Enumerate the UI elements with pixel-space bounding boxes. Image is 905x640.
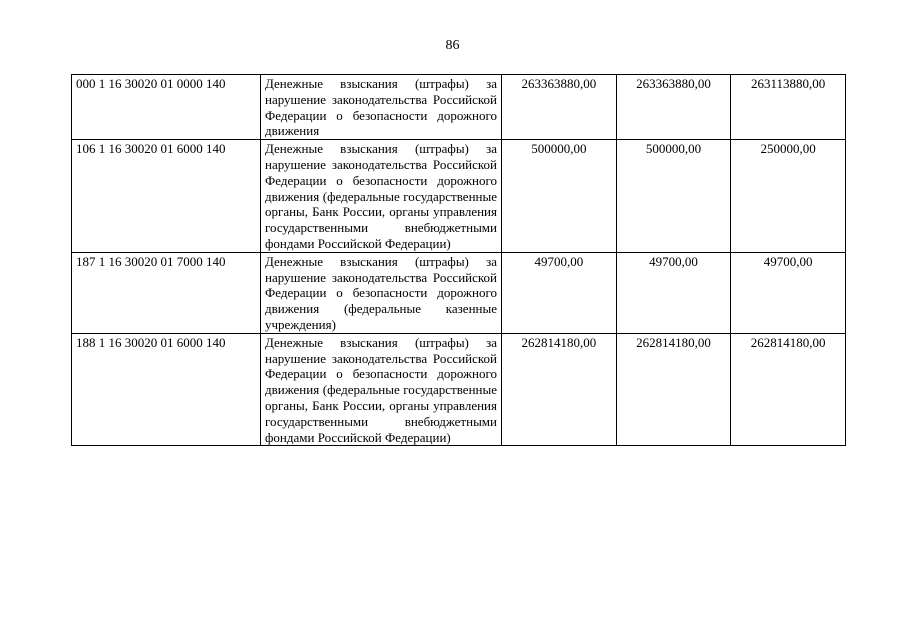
value-cell-1: 49700,00 [502, 252, 617, 333]
value-cell-3: 263113880,00 [731, 75, 846, 140]
table-row [72, 140, 846, 253]
value-cell-2: 500000,00 [616, 140, 731, 253]
budget-code-cell: 106 1 16 30020 01 6000 140 [72, 140, 261, 253]
value-cell-2: 49700,00 [616, 252, 731, 333]
budget-code-cell: 187 1 16 30020 01 7000 140 [72, 252, 261, 333]
budget-code-cell: 188 1 16 30020 01 6000 140 [72, 333, 261, 446]
budget-code-cell: 000 1 16 30020 01 0000 140 [72, 75, 261, 140]
description-cell: Денежные взыскания (штрафы) за нарушение законодательства Российской Федерации о безопасности дорожного движения (федеральные государственные органы, Банк России, органы управления государственными внебюджетными фондами Российской Федерации) [261, 333, 502, 446]
value-cell-3: 250000,00 [731, 140, 846, 253]
budget-table [71, 74, 846, 446]
description-cell: Денежные взыскания (штрафы) за нарушение законодательства Российской Федерации о безопасности дорожного движения (федеральные казенные учреждения) [261, 252, 502, 333]
table-row [72, 75, 846, 140]
description-cell: Денежные взыскания (штрафы) за нарушение законодательства Российской Федерации о безопасности дорожного движения [261, 75, 502, 140]
value-cell-1: 262814180,00 [502, 333, 617, 446]
value-cell-3: 262814180,00 [731, 333, 846, 446]
table-row [72, 252, 846, 333]
value-cell-1: 500000,00 [502, 140, 617, 253]
value-cell-2: 263363880,00 [616, 75, 731, 140]
table-row [72, 333, 846, 446]
page-number: 86 [445, 38, 460, 53]
value-cell-2: 262814180,00 [616, 333, 731, 446]
value-cell-1: 263363880,00 [502, 75, 617, 140]
description-cell: Денежные взыскания (штрафы) за нарушение законодательства Российской Федерации о безопасности дорожного движения (федеральные государственные органы, Банк России, органы управления государственными внебюджетными фондами Российской Федерации) [261, 140, 502, 253]
value-cell-3: 49700,00 [731, 252, 846, 333]
